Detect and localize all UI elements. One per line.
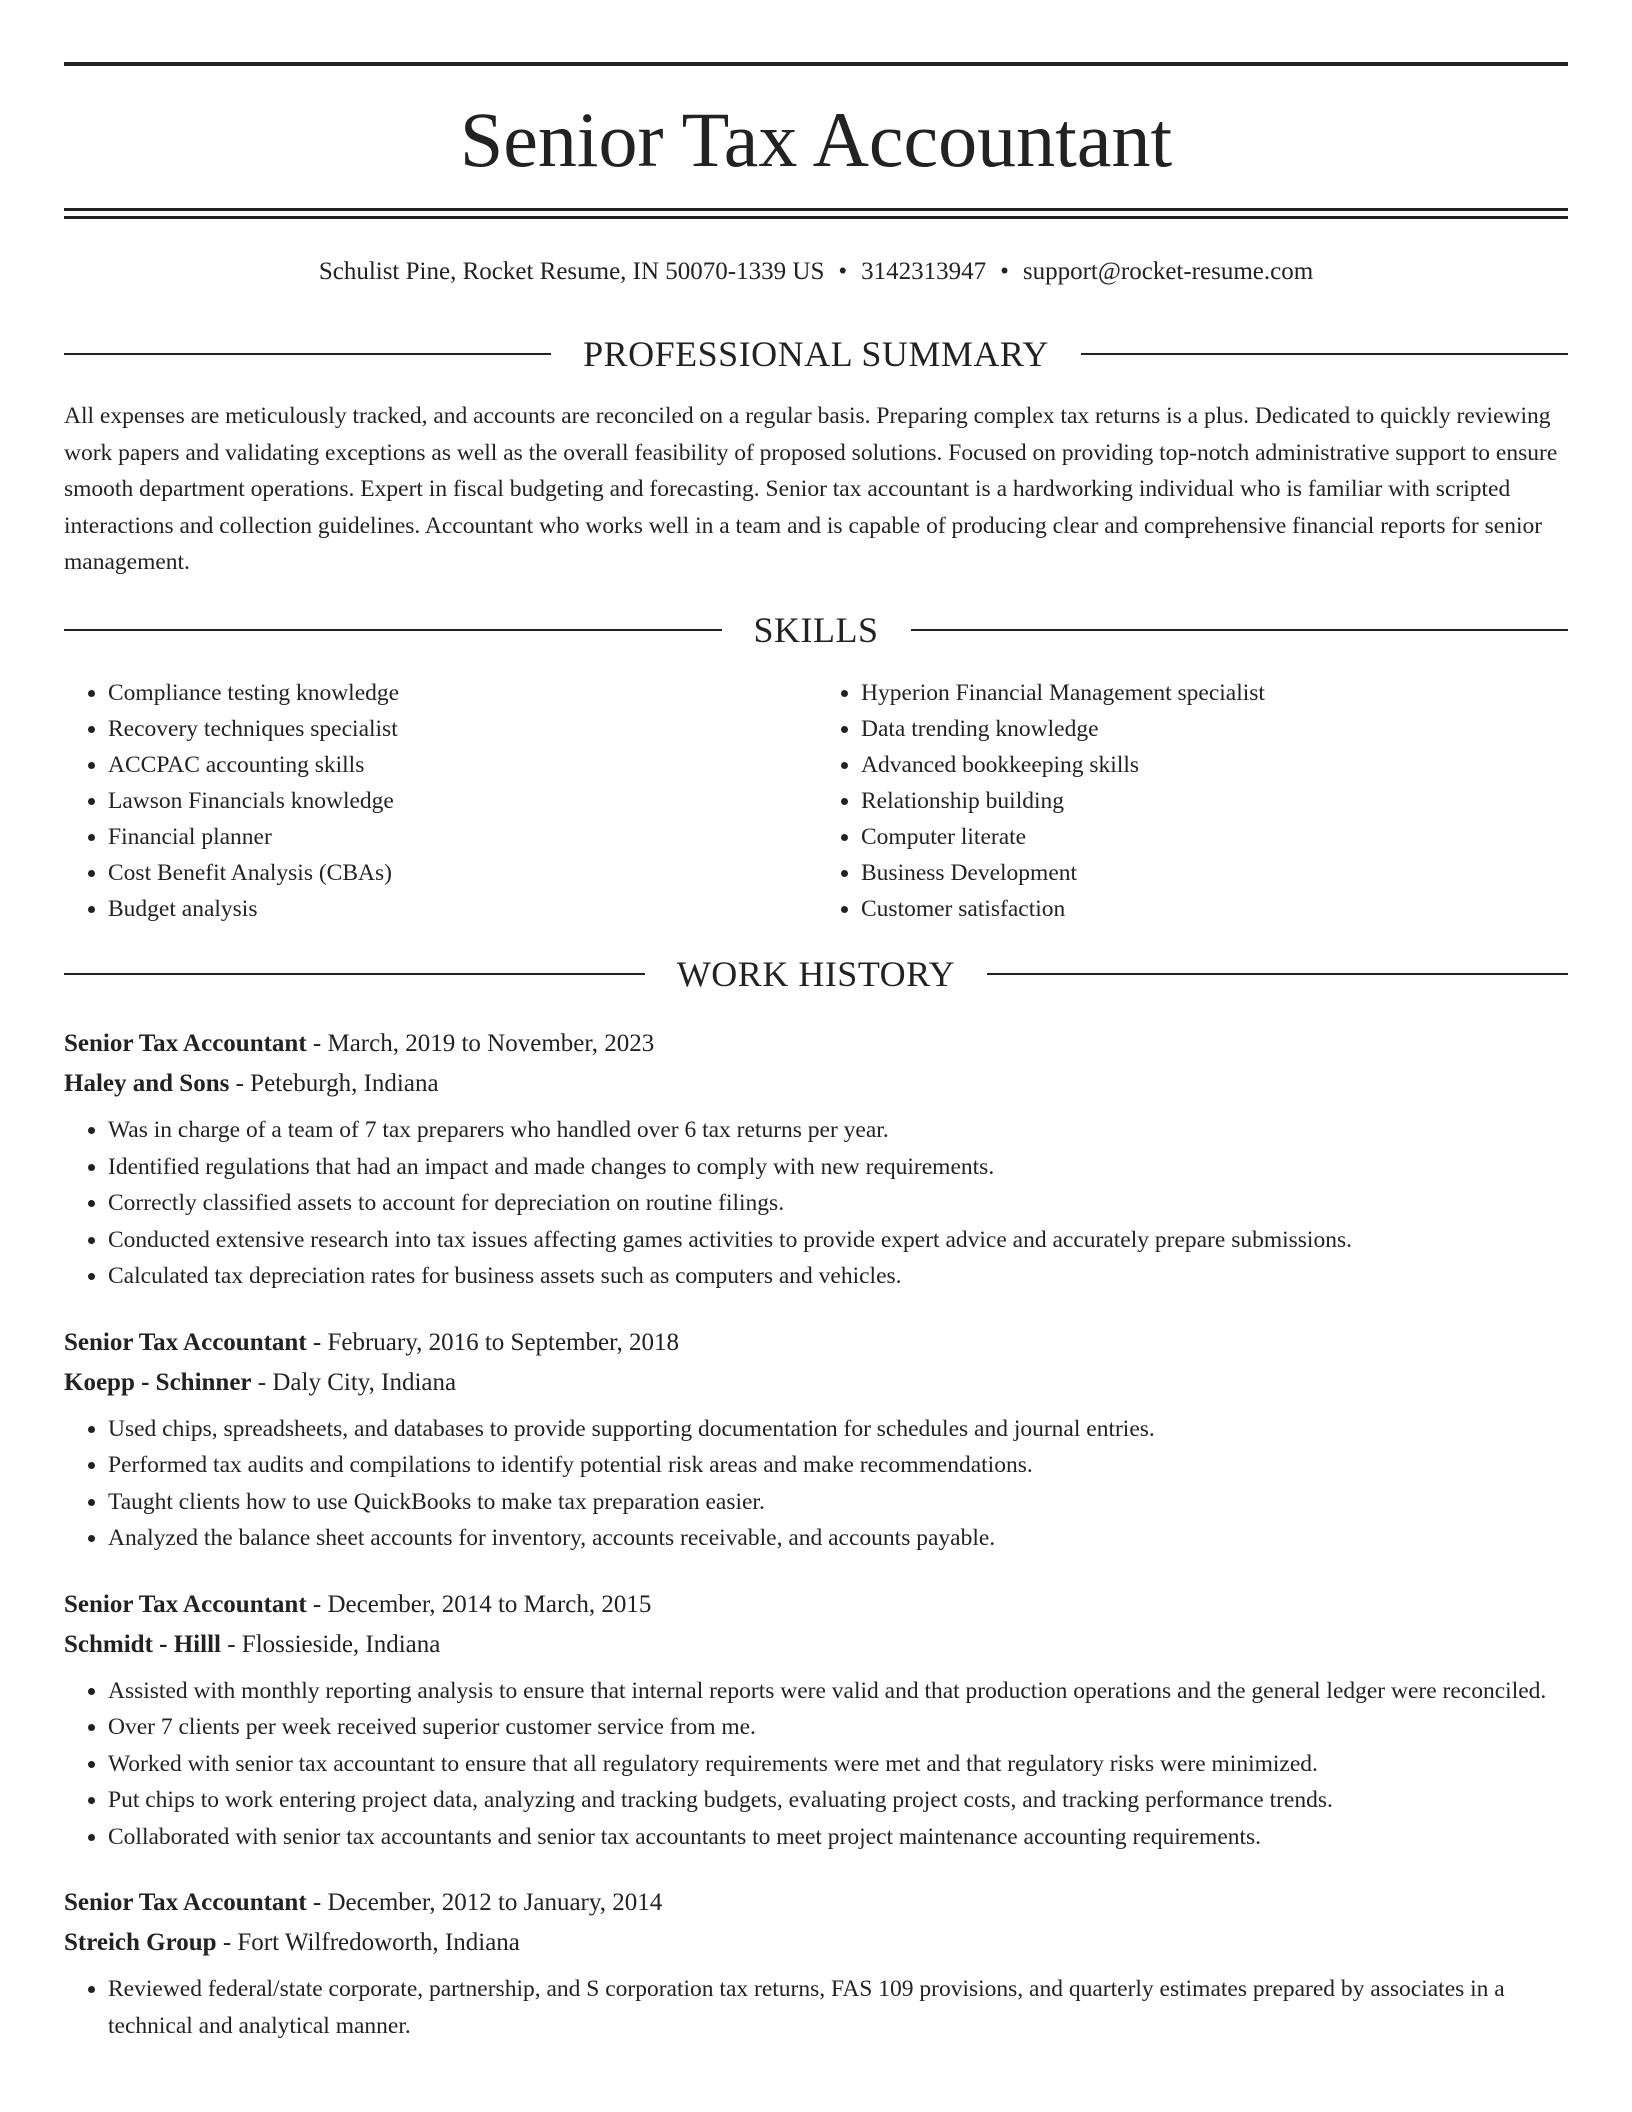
- skill-item: • Relationship building: [861, 783, 1568, 819]
- job-bullets: [64, 1411, 1568, 1557]
- skills-list: [64, 675, 1568, 927]
- skills-column-right: [815, 675, 1568, 927]
- job-bullet: • Collaborated with senior tax accountants and senior tax accountants to meet project maintenance accounting requirements.: [108, 1819, 1568, 1856]
- contact-separator: •: [1000, 258, 1009, 285]
- skill-item: • Advanced bookkeeping skills: [861, 747, 1568, 783]
- job-title: Senior Tax Accountant: [64, 1030, 307, 1057]
- job-title-line: [64, 1323, 1568, 1363]
- skill-item: • Cost Benefit Analysis (CBAs): [108, 855, 815, 891]
- job-location: - Flossieside, Indiana: [220, 1630, 441, 1658]
- job-bullet: • Correctly classified assets to account for depreciation on routine filings.: [108, 1185, 1568, 1222]
- heading-rule-left: [64, 973, 645, 975]
- work-history: [64, 1024, 1568, 2072]
- job-company: Koepp - Schinner: [64, 1368, 252, 1396]
- job-entry: [64, 1883, 1568, 2044]
- skill-item: • Computer literate: [861, 819, 1568, 855]
- job-entry: [64, 1323, 1568, 1557]
- job-company-line: [64, 1064, 1568, 1104]
- job-bullets: [64, 1971, 1568, 2044]
- job-bullet: • Used chips, spreadsheets, and databases to provide supporting documentation for schedules and journal entries.: [108, 1411, 1568, 1448]
- job-bullet: • Put chips to work entering project data, analyzing and tracking budgets, evaluating project costs, and tracking performance trends.: [108, 1782, 1568, 1819]
- work-heading: [64, 952, 1568, 996]
- job-company-line: [64, 1625, 1568, 1665]
- job-entry: [64, 1024, 1568, 1295]
- skill-item: • Budget analysis: [108, 891, 815, 927]
- job-company: Haley and Sons: [64, 1070, 230, 1097]
- job-bullet: • Was in charge of a team of 7 tax preparers who handled over 6 tax returns per year.: [108, 1112, 1568, 1149]
- contact-email: support@rocket-resume.com: [1022, 258, 1314, 285]
- job-title: Senior Tax Accountant: [64, 1328, 307, 1356]
- job-bullet: • Assisted with monthly reporting analysis to ensure that internal reports were valid and that production operations and the general ledger were reconciled.: [108, 1673, 1568, 1710]
- heading-rule-right: [1081, 353, 1568, 355]
- job-bullets: [64, 1112, 1568, 1295]
- work-heading-text: WORK HISTORY: [676, 954, 956, 994]
- job-bullet: • Worked with senior tax accountant to ensure that all regulatory requirements were met and that regulatory risks were minimized.: [108, 1746, 1568, 1783]
- job-company: Streich Group: [64, 1929, 217, 1956]
- summary-heading-text: PROFESSIONAL SUMMARY: [583, 334, 1049, 374]
- skill-item: • Compliance testing knowledge: [108, 675, 815, 711]
- top-divider: [64, 62, 1568, 66]
- skill-item: • Recovery techniques specialist: [108, 711, 815, 747]
- skill-item: • Lawson Financials knowledge: [108, 783, 815, 819]
- job-bullet: • Identified regulations that had an impact and made changes to comply with new requirements.: [108, 1149, 1568, 1186]
- job-location: - Fort Wilfredoworth, Indiana: [216, 1929, 520, 1956]
- job-title-line: [64, 1585, 1568, 1625]
- skill-item: • Hyperion Financial Management specialist: [861, 675, 1568, 711]
- job-title-line: [64, 1024, 1568, 1064]
- contact-phone: 3142313947: [861, 258, 987, 285]
- job-title: Senior Tax Accountant: [64, 1590, 307, 1618]
- summary-heading: [64, 332, 1568, 376]
- job-company-line: [64, 1923, 1568, 1963]
- skills-heading-text: SKILLS: [753, 610, 879, 650]
- contact-address: Schulist Pine, Rocket Resume, IN 50070-1339 US: [318, 258, 825, 285]
- job-dates: - March, 2019 to November, 2023: [306, 1030, 655, 1057]
- heading-rule-left: [64, 629, 722, 631]
- skill-item: • Customer satisfaction: [861, 891, 1568, 927]
- job-company: Schmidt - Hilll: [64, 1630, 221, 1658]
- job-location: - Daly City, Indiana: [251, 1368, 457, 1396]
- job-title-line: [64, 1883, 1568, 1923]
- job-entry: [64, 1585, 1568, 1856]
- job-dates: - December, 2014 to March, 2015: [306, 1590, 652, 1618]
- job-location: - Peteburgh, Indiana: [229, 1070, 439, 1097]
- job-company-line: [64, 1363, 1568, 1403]
- contact-line: [64, 256, 1568, 288]
- skill-item: • ACCPAC accounting skills: [108, 747, 815, 783]
- skill-item: • Financial planner: [108, 819, 815, 855]
- job-bullet: • Calculated tax depreciation rates for business assets such as computers and vehicles.: [108, 1258, 1568, 1295]
- title-double-divider: [64, 208, 1568, 219]
- job-bullet: • Reviewed federal/state corporate, partnership, and S corporation tax returns, FAS 109 provisions, and quarterly estimates prepared by associates in a technical and analytical manner.: [108, 1971, 1568, 2044]
- heading-rule-left: [64, 353, 551, 355]
- heading-rule-right: [987, 973, 1568, 975]
- contact-separator: •: [838, 258, 848, 285]
- skills-column-left: [64, 675, 815, 927]
- skill-item: • Business Development: [861, 855, 1568, 891]
- skill-item: • Data trending knowledge: [861, 711, 1568, 747]
- job-bullet: • Conducted extensive research into tax issues affecting games activities to provide expert advice and accurately prepare submissions.: [108, 1222, 1568, 1259]
- skills-heading: [64, 608, 1568, 652]
- job-bullet: • Analyzed the balance sheet accounts for inventory, accounts receivable, and accounts payable.: [108, 1520, 1568, 1557]
- job-dates: - December, 2012 to January, 2014: [306, 1889, 663, 1916]
- summary-text: All expenses are meticulously tracked, and accounts are reconciled on a regular basis. Preparing complex tax returns is a plus. Dedicated to quickly reviewing work papers and validating exceptions as well as the overall feasibility of proposed solutions. Focused on providing top-notch administrative support to ensure smooth department operations. Expert in fiscal budgeting and forecasting. Senior tax accountant is a hardworking individual who is familiar with scripted interactions and collection guidelines. Accountant who works well in a team and is capable of producing clear and comprehensive financial reports for senior management.: [64, 403, 1558, 575]
- job-bullet: • Over 7 clients per week received superior customer service from me.: [108, 1709, 1568, 1746]
- job-bullets: [64, 1673, 1568, 1856]
- job-bullet: • Performed tax audits and compilations to identify potential risk areas and make recommendations.: [108, 1447, 1568, 1484]
- resume-title: Senior Tax Accountant: [459, 96, 1173, 183]
- job-dates: - February, 2016 to September, 2018: [306, 1328, 679, 1356]
- job-bullet: • Taught clients how to use QuickBooks to make tax preparation easier.: [108, 1484, 1568, 1521]
- job-title: Senior Tax Accountant: [64, 1889, 307, 1916]
- heading-rule-right: [911, 629, 1569, 631]
